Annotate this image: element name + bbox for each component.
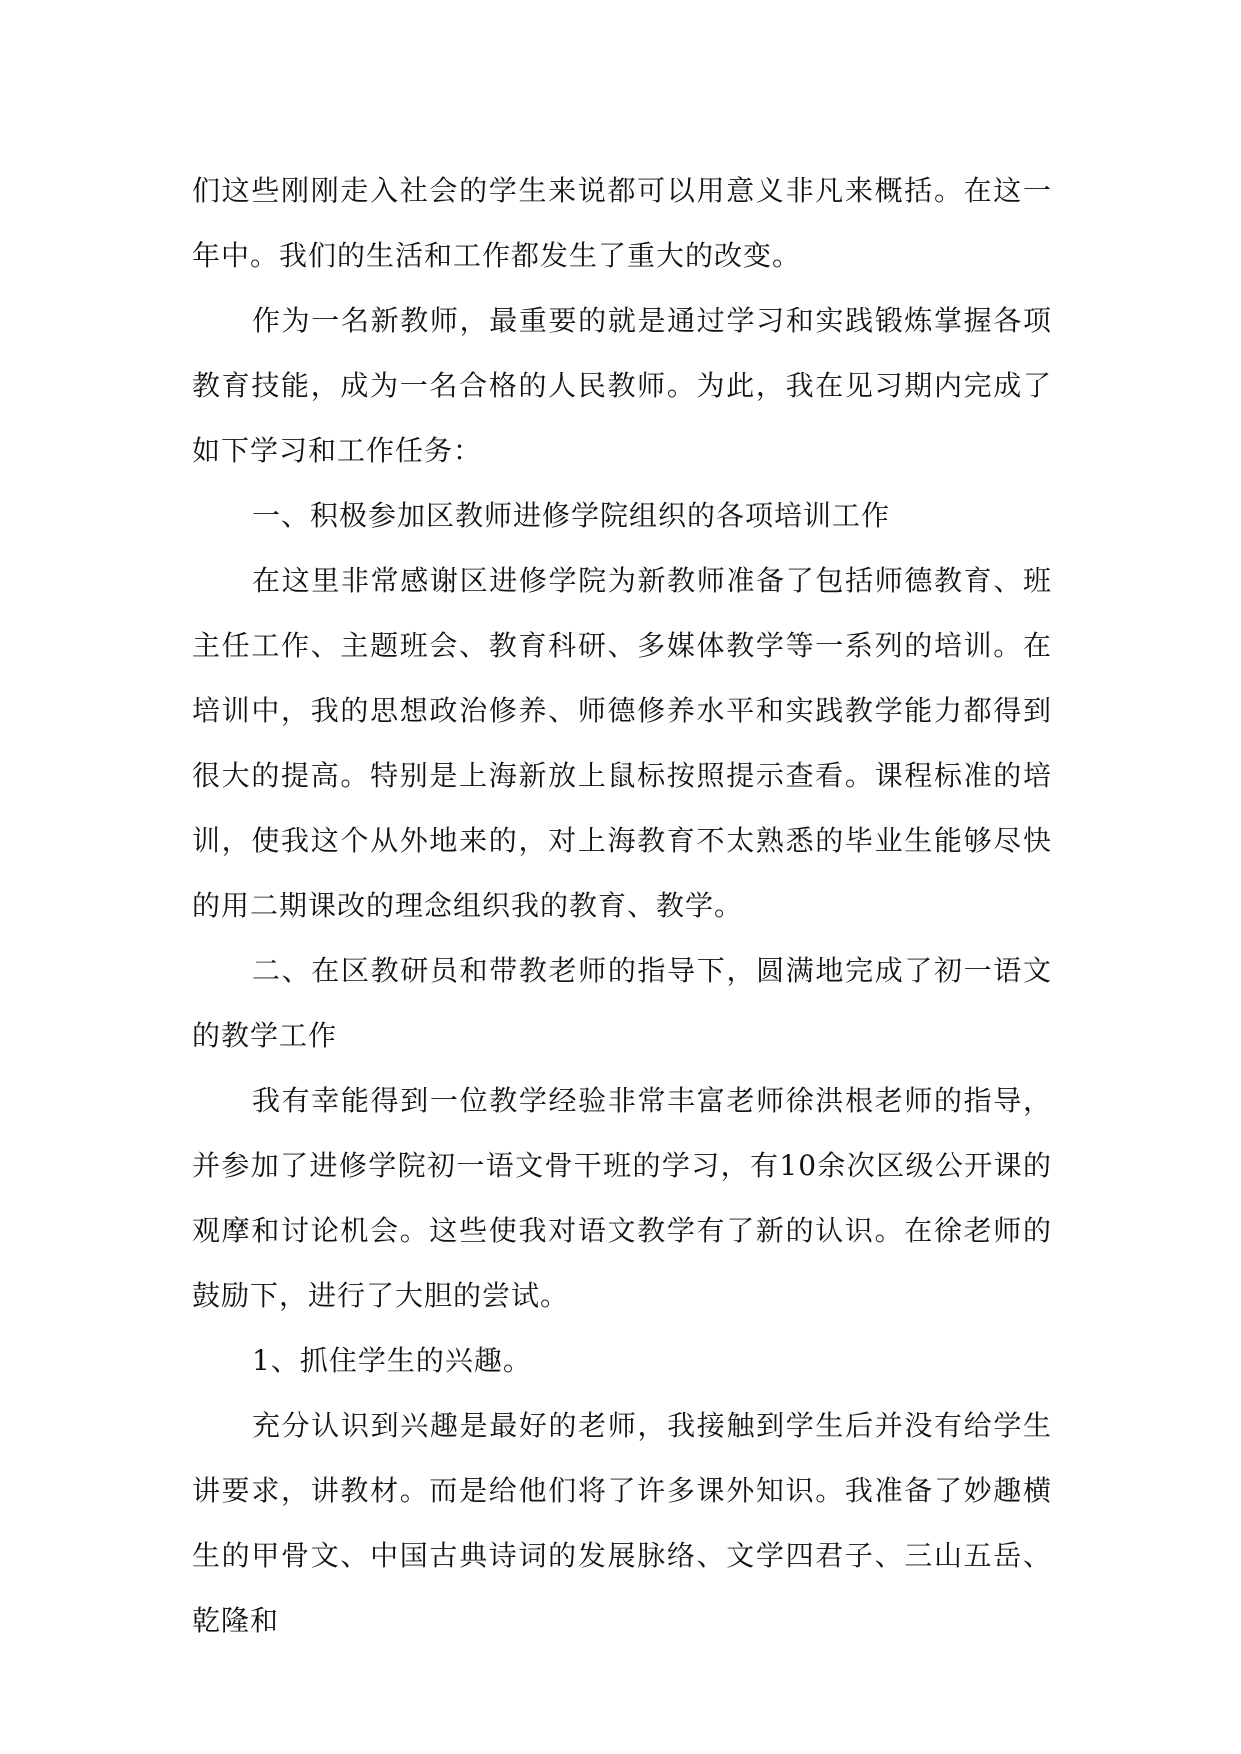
section-heading-teaching: 二、在区教研员和带教老师的指导下，圆满地完成了初一语文的教学工作: [192, 954, 1052, 1052]
subheading-interest: 1、抓住学生的兴趣。: [252, 1344, 532, 1377]
paragraph-new-teacher-tasks: 作为一名新教师，最重要的就是通过学习和实践锻炼掌握各项教育技能，成为一名合格的人民教师。为此，我在见习期内完成了如下学习和工作任务：: [192, 304, 1052, 467]
paragraph-continuation: 们这些刚刚走入社会的学生来说都可以用意义非凡来概括。在这一年中。我们的生活和工作都发生了重大的改变。: [192, 174, 1052, 272]
paragraph-interest-details: 充分认识到兴趣是最好的老师，我接触到学生后并没有给学生讲要求，讲教材。而是给他们将了许多课外知识。我准备了妙趣横生的甲骨文、中国古典诗词的发展脉络、文学四君子、三山五岳、乾隆和: [192, 1409, 1052, 1637]
paragraph-teaching-details: 我有幸能得到一位教学经验非常丰富老师徐洪根老师的指导，并参加了进修学院初一语文骨干班的学习，有10余次区级公开课的观摩和讨论机会。这些使我对语文教学有了新的认识。在徐老师的鼓励下，进行了大胆的尝试。: [192, 1084, 1052, 1312]
paragraph-training-details: 在这里非常感谢区进修学院为新教师准备了包括师德教育、班主任工作、主题班会、教育科研、多媒体教学等一系列的培训。在培训中，我的思想政治修养、师德修养水平和实践教学能力都得到很大的提高。特别是上海新放上鼠标按照提示查看。课程标准的培训，使我这个从外地来的，对上海教育不太熟悉的毕业生能够尽快的用二期课改的理念组织我的教育、教学。: [192, 564, 1052, 922]
document-body: [192, 158, 1052, 1653]
section-heading-training: 一、积极参加区教师进修学院组织的各项培训工作: [252, 499, 891, 532]
